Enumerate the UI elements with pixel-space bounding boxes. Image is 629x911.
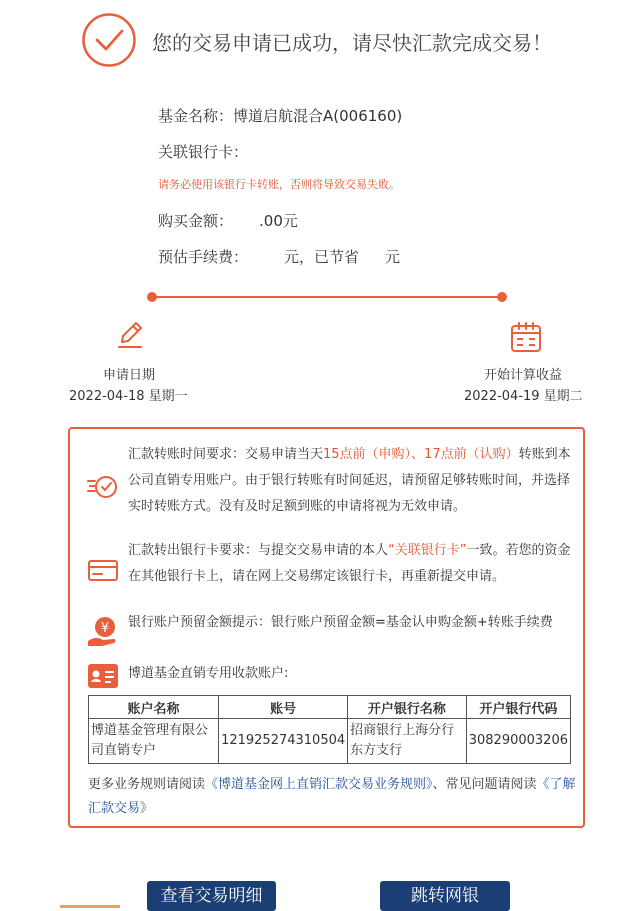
notice-transfer-time-highlight: 15点前（申购）、17点前（认购） bbox=[323, 447, 519, 462]
amount-label: 购买金额： bbox=[158, 212, 234, 230]
calendar-icon bbox=[509, 320, 543, 354]
apply-date-label: 申请日期 bbox=[103, 368, 156, 383]
page-title: 您的交易申请已成功，请尽快汇款完成交易！ bbox=[152, 31, 552, 55]
bank-card-warning: 请务必使用该银行卡转账，否则将导致交易失败。 bbox=[158, 178, 400, 191]
more-rules-prefix: 更多业务规则请阅读 bbox=[88, 777, 206, 792]
timeline-line bbox=[153, 296, 501, 298]
table-cell-account-name: 博道基金管理有限公司直销专户 bbox=[89, 719, 219, 764]
fee-middle-text: 元，已节省 bbox=[284, 248, 360, 266]
table-header-bank-name: 开户银行名称 bbox=[348, 696, 467, 719]
fund-name-label: 基金名称： bbox=[158, 107, 234, 125]
table-header-account-name: 账户名称 bbox=[89, 696, 219, 719]
success-check-icon bbox=[82, 13, 136, 67]
amount-value: .00元 bbox=[259, 212, 298, 230]
fee-row bbox=[158, 246, 400, 267]
table-row bbox=[89, 719, 571, 764]
notice-transfer-time-text: 汇款转账时间要求：交易申请当天 bbox=[128, 447, 324, 462]
view-transaction-details-button[interactable]: 查看交易明细 bbox=[147, 881, 276, 911]
timeline-end-dot bbox=[497, 292, 507, 302]
bank-card-row bbox=[158, 141, 248, 162]
table-cell-bank-code: 308290003206 bbox=[466, 719, 570, 764]
svg-text:¥: ¥ bbox=[100, 621, 110, 636]
notice-bank-card bbox=[128, 538, 575, 590]
notice-bank-card-text-2: 一致。若您的资金在其他银行卡上，请在网上交易绑定该银行卡，再重新提交申请。 bbox=[128, 543, 571, 584]
collection-account-table bbox=[88, 695, 571, 764]
notice-reserve-amount: 银行账户预留金额提示：银行账户预留金额=基金认申购金额+转账手续费 bbox=[128, 615, 553, 630]
pencil-icon bbox=[113, 317, 147, 351]
earning-start-value: 2022-04-19 星期二 bbox=[464, 389, 583, 404]
fee-label: 预估手续费： bbox=[158, 248, 249, 266]
earning-start-label: 开始计算收益 bbox=[484, 368, 563, 383]
notice-transfer-time bbox=[128, 442, 575, 520]
fund-name-value: 博道启航混合A(006160) bbox=[233, 107, 403, 125]
yen-hand-icon bbox=[86, 615, 120, 649]
apply-date-value: 2022-04-18 星期一 bbox=[69, 389, 188, 404]
table-header-bank-code: 开户银行代码 bbox=[466, 696, 570, 719]
timeline-bar bbox=[147, 291, 507, 303]
fee-end-text: 元 bbox=[385, 248, 401, 266]
faq-link[interactable]: 《了解汇款交易》 bbox=[88, 777, 576, 816]
bank-card-icon bbox=[86, 553, 120, 587]
table-header-account-number: 账号 bbox=[219, 696, 348, 719]
remittance-notice-box bbox=[68, 427, 585, 828]
hand-clock-icon bbox=[86, 469, 120, 503]
go-to-online-banking-button[interactable]: 跳转网银 bbox=[380, 881, 510, 911]
notice-account-title: 博道基金直销专用收款账户: bbox=[128, 666, 289, 681]
table-cell-bank-name: 招商银行上海分行东方支行 bbox=[348, 719, 467, 764]
notice-transfer-time-text-2: 转账到本公司直销专用账户。由于银行转账有时间延迟，请预留足够转账时间，并选择实时转账方式。没有及时足额到账的申请将视为无效申请。 bbox=[128, 447, 571, 514]
notice-bank-card-text: 汇款转出银行卡要求：与提交交易申请的本人 bbox=[128, 543, 389, 558]
fund-name-row bbox=[158, 105, 402, 126]
notice-bank-card-highlight: “关联银行卡” bbox=[388, 543, 467, 558]
bank-card-label: 关联银行卡： bbox=[158, 143, 249, 161]
account-card-icon bbox=[86, 659, 120, 693]
rules-link[interactable]: 《博道基金网上直销汇款交易业务规则》 bbox=[205, 777, 433, 792]
more-rules-middle: 、常见问题请阅读 bbox=[432, 777, 537, 792]
timeline-start-dot bbox=[147, 292, 157, 302]
table-cell-account-number: 121925274310504 bbox=[219, 719, 348, 764]
table-header-row bbox=[89, 696, 571, 719]
amount-row bbox=[158, 210, 298, 231]
more-rules-text bbox=[88, 773, 578, 821]
